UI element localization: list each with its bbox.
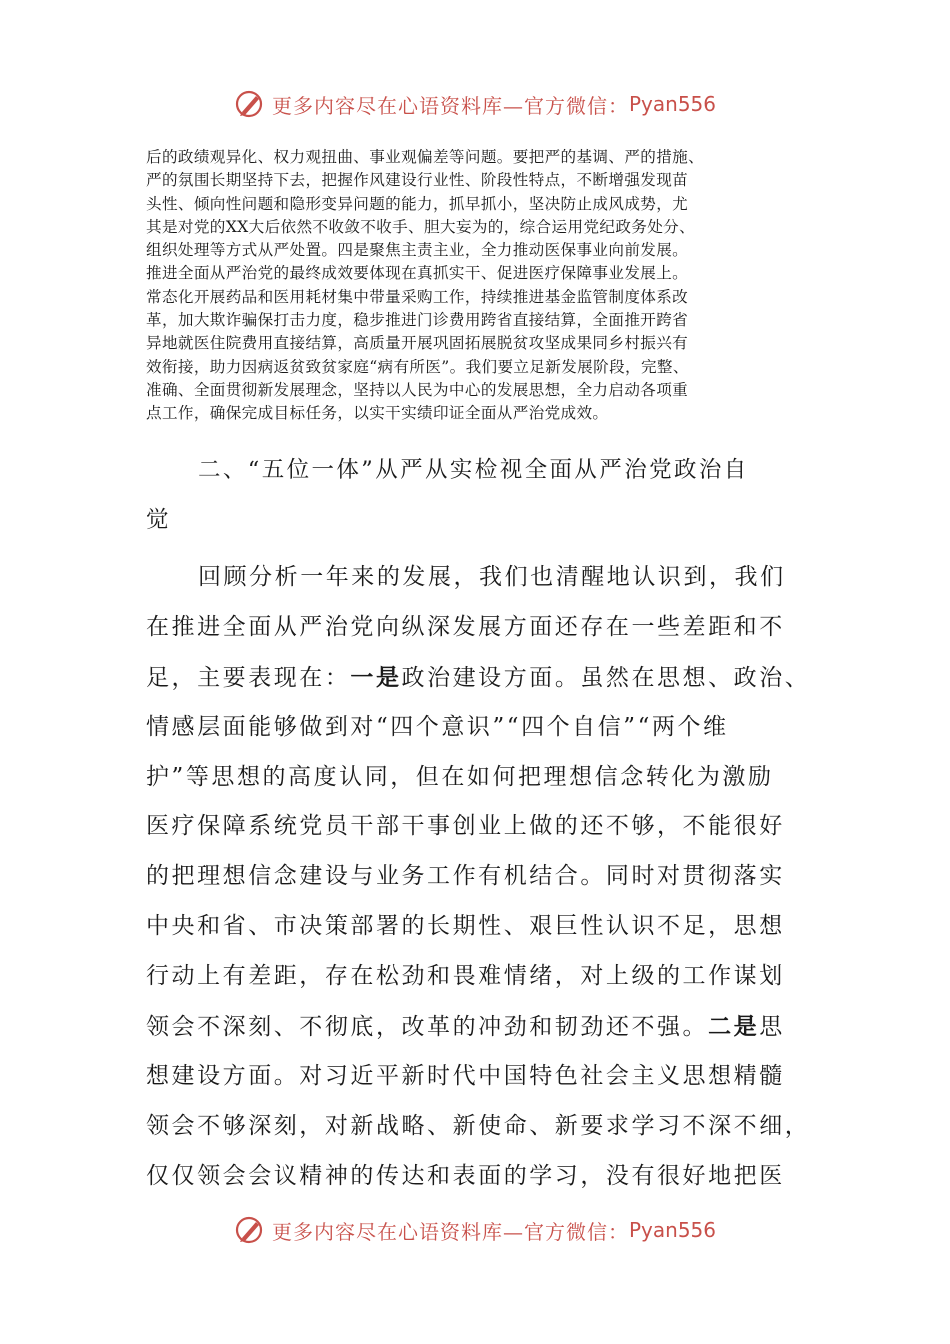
text-line: 想建设方面。对习近平新时代中国特色社会主义思想精髓 [146,1062,785,1089]
text-line: 头性、倾向性问题和隐形变异问题的能力，抓早抓小，坚决防止成风成势，尤 [146,194,689,213]
banner-text: 更多内容尽在心语资料库—官方微信： [271,1219,629,1244]
text-segment: 领会不深刻、不彻底，改革的冲劲和韧劲还不强。 [146,1014,709,1041]
text-line [146,653,826,703]
emphasis-first: 一是 [350,663,402,691]
text-line: 准确、全面贯彻新发展理念，坚持以人民为中心的发展思想，全力启动各项重 [146,380,689,399]
text-line: 组织处理等方式从严处置。四是聚焦主责主业，全力推动医保事业向前发展。 [146,241,689,260]
text-line: 在推进全面从严治党向纵深发展方面还存在一些差距和不 [146,613,785,640]
section-heading-continued: 觉 [146,507,171,533]
text-segment: 政治建设方面。虽然在思想、政治、 [401,664,811,691]
pen-logo-icon [234,1214,266,1246]
banner-text: 更多内容尽在心语资料库—官方微信： [271,93,629,118]
text-line: 其是对党的XX大后依然不收敛不收手、胆大妄为的，综合运用党纪政务处分、 [146,217,696,236]
text-line [146,1002,826,1052]
text-line: 效衔接，助力因病返贫致贫家庭“病有所医”。我们要立足新发展阶段，完整、 [146,357,689,376]
text-line: 异地就医住院费用直接结算，高质量开展巩固拓展脱贫攻坚成果同乡村振兴有 [146,334,689,353]
text-segment: 思 [759,1014,785,1041]
text-line: 推进全面从严治党的最终成效要体现在真抓实干、促进医疗保障事业发展上。 [146,264,689,283]
text-line: 情感层面能够做到对“四个意识”“四个自信”“两个维 [146,713,729,740]
footer-banner [0,1210,950,1250]
text-line: 仅仅领会会议精神的传达和表面的学习，没有很好地把医 [146,1162,785,1189]
text-line: 领会不够深刻，对新战略、新使命、新要求学习不深不细， [146,1112,811,1139]
pen-logo-icon [234,88,266,120]
paragraph-body [146,553,826,1202]
text-line: 的把理想信念建设与业务工作有机结合。同时对贯彻落实 [146,863,785,890]
emphasis-second: 二是 [708,1013,760,1041]
header-banner [0,84,950,124]
text-line: 中央和省、市决策部署的长期性、艰巨性认识不足，思想 [146,913,785,940]
text-line: 护”等思想的高度认同，但在如何把理想信念转化为激励 [146,763,774,790]
text-line: 常态化开展药品和医用耗材集中带量采购工作，持续推进基金监管制度体系改 [146,287,689,306]
text-line: 后的政绩观异化、权力观扭曲、事业观偏差等问题。要把严的基调、严的措施、 [146,148,705,166]
banner-wechat-id: Pyan556 [628,92,716,116]
text-segment: 足，主要表现在： [146,664,351,691]
text-line: 严的氛围长期坚持下去，把握作风建设行业性、阶段性特点，不断增强发现苗 [146,171,689,190]
paragraph-small [146,146,818,426]
text-line: 点工作，确保完成目标任务，以实干实绩印证全面从严治党成效。 [146,404,609,423]
section-heading: 二、“五位一体”从严从实检视全面从严治党政治自 [198,457,749,483]
banner-wechat-id: Pyan556 [628,1218,716,1242]
text-line: 回顾分析一年来的发展，我们也清醒地认识到，我们 [198,564,786,590]
text-line: 革，加大欺诈骗保打击力度，稳步推进门诊费用跨省直接结算，全面推开跨省 [146,311,689,330]
text-line: 医疗保障系统党员干部干事创业上做的还不够，不能很好 [146,813,785,840]
text-line: 行动上有差距，存在松劲和畏难情绪，对上级的工作谋划 [146,963,785,990]
